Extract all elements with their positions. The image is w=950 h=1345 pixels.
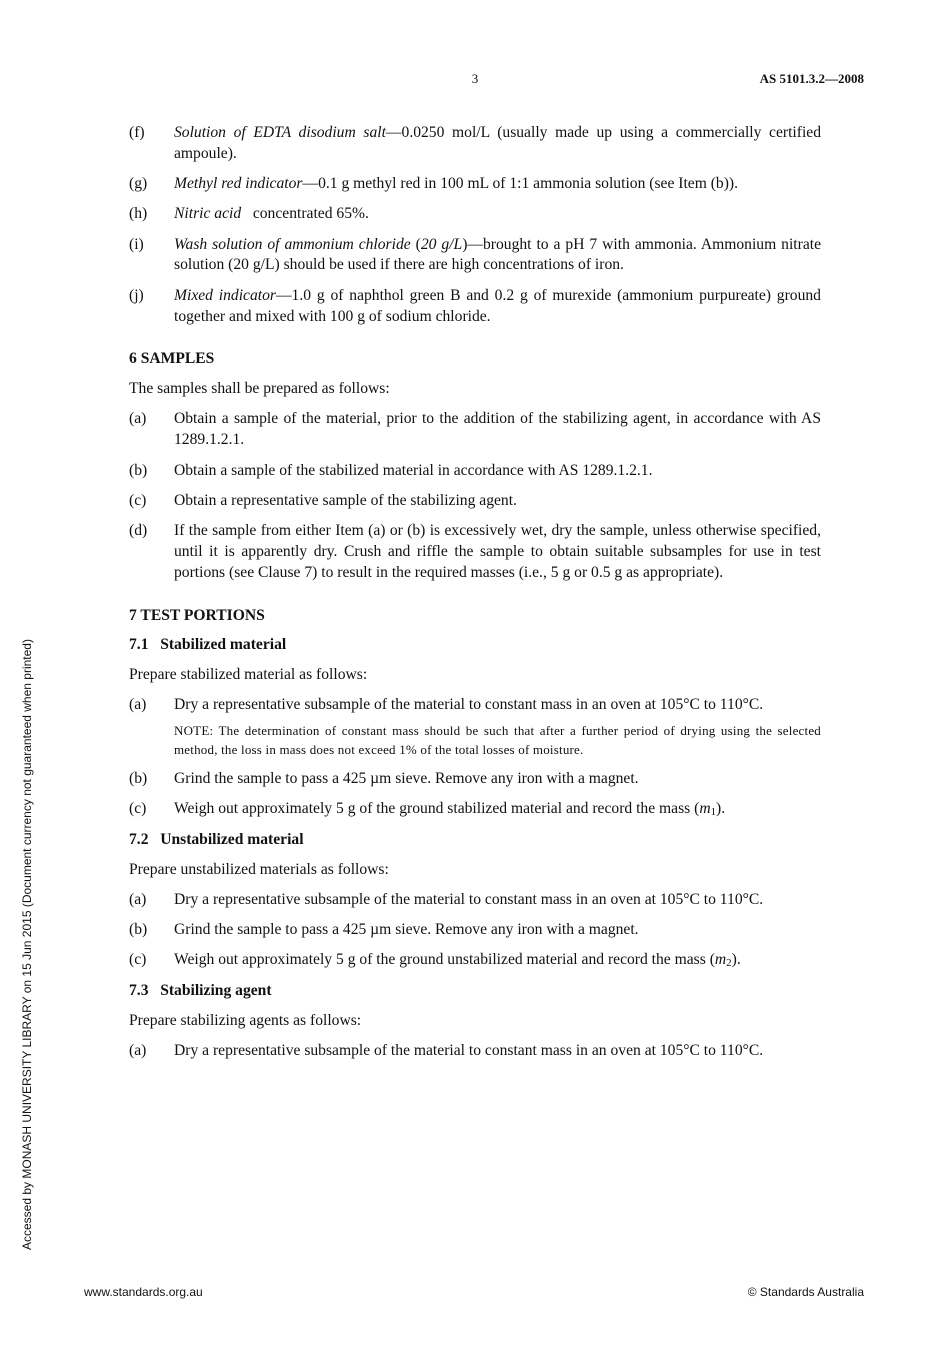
item-text: Wash solution of ammonium chloride (20 g/L)—brought to a pH 7 with ammonia. Ammonium nitrate solution (20 g/L) should be used if there are high concentrations of iron.	[174, 235, 822, 274]
item-label: (c)	[129, 800, 147, 818]
item-text: Grind the sample to pass a 425 µm sieve. Remove any iron with a magnet.	[174, 770, 639, 788]
page-body	[129, 123, 821, 1071]
reagent-name: Solution of EDTA disodium salt	[174, 124, 386, 141]
item-label: (c)	[129, 491, 147, 509]
item-label: (a)	[129, 890, 147, 908]
item-text: Obtain a representative sample of the stabilizing agent.	[174, 491, 517, 509]
item-text: Mixed indicator—1.0 g of naphthol green B and 0.2 g of murexide (ammonium purpureate) ground together and mixed with 100 g of sodium chloride.	[174, 286, 821, 325]
item-label: (b)	[129, 461, 148, 479]
item-text: Dry a representative subsample of the material to constant mass in an oven at 105°C to 110°C.	[174, 1041, 764, 1059]
item-label: (a)	[129, 1041, 147, 1059]
sample-item-d	[129, 521, 821, 583]
item-text: Dry a representative subsample of the material to constant mass in an oven at 105°C to 110°C.	[174, 890, 764, 908]
item-label: (h)	[129, 205, 148, 223]
item-label: (g)	[129, 175, 148, 193]
item-label: (j)	[129, 286, 144, 304]
unstabilized-item-b	[129, 920, 821, 941]
item-label: (a)	[129, 410, 147, 428]
reagent-concentration: 20 g/L	[420, 235, 463, 253]
subsection-heading-stabilizing-agent: 7.3 Stabilizing agent	[129, 981, 272, 999]
unstabilized-intro: Prepare unstabilized materials as follows:	[129, 860, 389, 878]
item-text: Methyl red indicator—0.1 g methyl red in 100 mL of 1:1 ammonia solution (see Item (b)).	[174, 175, 739, 193]
item-label: (f)	[129, 124, 145, 141]
reagent-g	[129, 174, 821, 195]
reagent-name: Methyl red indicator	[174, 175, 303, 193]
item-label: (b)	[129, 921, 148, 939]
reagent-h	[129, 204, 821, 225]
reagent-i	[129, 235, 821, 277]
reagent-j	[129, 286, 821, 328]
item-text: Solution of EDTA disodium salt—0.0250 mol/L (usually made up using a commercially certified ampoule).	[174, 124, 822, 162]
stabilized-intro: Prepare stabilized material as follows:	[129, 666, 368, 684]
item-label: (c)	[129, 951, 147, 969]
section-heading-test-portions: 7 TEST PORTIONS	[129, 606, 265, 624]
item-text: Dry a representative subsample of the material to constant mass in an oven at 105°C to 110°C.	[174, 696, 764, 714]
unstabilized-item-a	[129, 890, 821, 911]
item-label: (d)	[129, 522, 148, 540]
document-code: AS 5101.3.2—2008	[759, 71, 864, 86]
item-text: Nitric acid concentrated 65%.	[174, 205, 369, 223]
section-heading-samples: 6 SAMPLES	[129, 350, 215, 368]
subsection-heading-stabilized: 7.1 Stabilized material	[129, 636, 287, 654]
item-text: If the sample from either Item (a) or (b) is excessively wet, dry the sample, unless otherwise specified, until it is apparently dry. Crush and riffle the sample to obtain suitable subsamples for use in test portions (see Clause 7) to result in the required masses (i.e., 5 g or 0.5 g as appropriate).	[174, 522, 821, 581]
samples-intro: The samples shall be prepared as follows:	[129, 380, 390, 398]
stabilized-item-a	[129, 695, 821, 759]
item-text: Weigh out approximately 5 g of the ground stabilized material and record the mass $(m_1)$.	[174, 800, 726, 819]
unstabilized-item-c	[129, 950, 821, 971]
reagent-name: Mixed indicator	[174, 286, 276, 304]
sample-item-c	[129, 491, 821, 512]
item-text: Obtain a sample of the stabilized material in accordance with AS 1289.1.2.1.	[174, 461, 653, 479]
item-label: (b)	[129, 770, 148, 788]
sample-item-b	[129, 461, 821, 482]
stabilized-item-c	[129, 799, 821, 820]
footer-copyright: © Standards Australia	[747, 1285, 864, 1299]
reagent-name: Wash solution of ammonium chloride	[174, 235, 411, 253]
item-label: (a)	[129, 696, 147, 714]
reagent-name: Nitric acid	[174, 205, 242, 223]
subsection-heading-unstabilized: 7.2 Unstabilized material	[129, 830, 304, 848]
item-label: (i)	[129, 235, 144, 253]
item-text: Obtain a sample of the material, prior to the addition of the stabilizing agent, in accordance with AS 1289.1.2.1.	[174, 410, 821, 449]
item-text: Weigh out approximately 5 g of the ground unstabilized material and record the mass $(m_2)$.	[174, 951, 741, 970]
page-number: 3	[471, 71, 479, 86]
item-text: Grind the sample to pass a 425 µm sieve. Remove any iron with a magnet.	[174, 921, 639, 939]
reagent-f	[129, 123, 821, 165]
note: NOTE: The determination of constant mass should be such that after a further period of drying using the selected method, the loss in mass does not exceed 1% of the total losses of moisture.	[174, 723, 821, 758]
stabilizing-agent-item-a	[129, 1041, 821, 1062]
sample-item-a	[129, 409, 821, 451]
stabilized-item-b	[129, 769, 821, 790]
stabilizing-agent-intro: Prepare stabilizing agents as follows:	[129, 1011, 362, 1029]
footer-website-link[interactable]: www.standards.org.au	[84, 1285, 203, 1299]
access-watermark: Accessed by MONASH UNIVERSITY LIBRARY on 15 Jun 2015 (Document currency not guaranteed when printed)	[20, 639, 34, 1250]
